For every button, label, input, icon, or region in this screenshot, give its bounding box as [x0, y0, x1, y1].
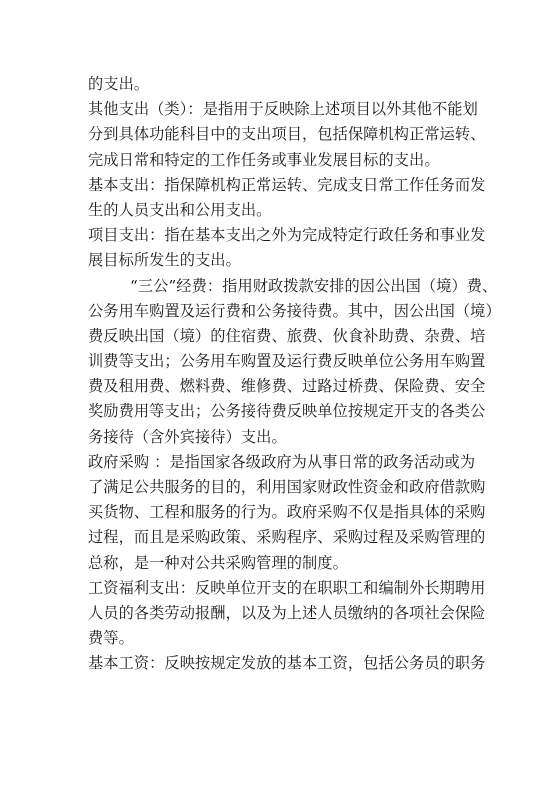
document-body: [88, 72, 501, 677]
text-line: 的支出。: [88, 75, 150, 93]
text-line: 生的人员支出和公用支出。: [88, 200, 272, 219]
text-line: 分到具体功能科目中的支出项目，包括保障机构正常运转、: [88, 125, 486, 144]
text-line: 买货物、工程和服务的行为。政府采购不仅是指具体的采购: [88, 503, 486, 522]
text-line: 务接待（含外宾接待）支出。: [88, 427, 287, 446]
text-line: 完成日常和特定的工作任务或事业发展目标的支出。: [88, 150, 440, 169]
text-line: 展目标所发生的支出。: [88, 251, 241, 270]
text-line: “三公”经费：指用财政拨款安排的因公出国（境）费、: [130, 276, 498, 295]
text-line: 工资福利支出：反映单位开支的在职职工和编制外长期聘用: [88, 578, 486, 597]
text-line: 过程，而且是采购政策、采购程序、采购过程及采购管理的: [88, 528, 486, 547]
text-line: 总称，是一种对公共采购管理的制度。: [88, 553, 348, 572]
text-line: 项目支出：指在基本支出之外为完成特定行政任务和事业发: [88, 226, 486, 245]
text-line: 奖励费用等支出；公务接待费反映单位按规定开支的各类公: [88, 402, 486, 421]
text-line: 基本支出：指保障机构正常运转、完成支日常工作任务而发: [88, 175, 486, 194]
text-line: 了满足公共服务的目的，利用国家财政性资金和政府借款购: [88, 478, 486, 496]
text-line: 其他支出（类）：是指用于反映除上述项目以外其他不能划: [88, 100, 478, 119]
text-line: 基本工资：反映按规定发放的基本工资，包括公务员的职务: [88, 654, 486, 673]
text-line: 训费等支出；公务用车购置及运行费反映单位公务用车购置: [88, 352, 486, 371]
text-line: 费及租用费、燃料费、维修费、过路过桥费、保险费、安全: [88, 377, 486, 396]
text-line: 费等。: [88, 629, 134, 648]
text-line: 公务用车购置及运行费和公务接待费。其中，因公出国（境）: [88, 301, 501, 320]
text-line: 费反映出国（境）的住宿费、旅费、伙食补助费、杂费、培: [88, 326, 486, 345]
text-line: 政府采购 ：是指国家各级政府为从事日常的政务活动或为: [88, 452, 476, 471]
text-line: 人员的各类劳动报酬，以及为上述人员缴纳的各项社会保险: [88, 603, 486, 622]
